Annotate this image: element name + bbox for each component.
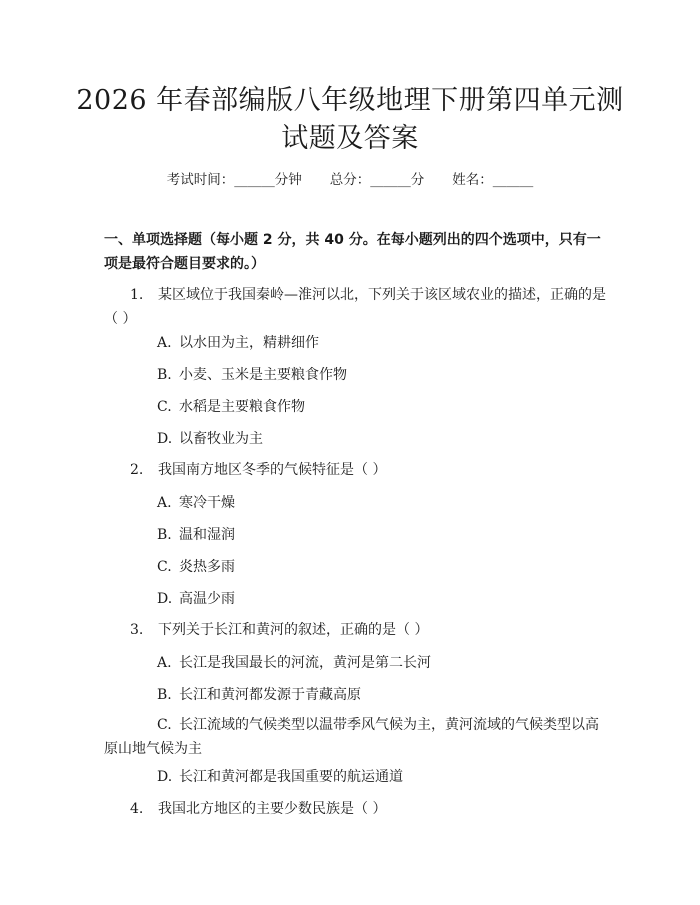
question-1-stem	[130, 283, 606, 307]
question-2-option-c[interactable]: C. 炎热多雨	[157, 559, 235, 575]
question-text: 某区域位于我国秦岭—淮河以北，下列关于该区域农业的描述，正确的是	[158, 287, 606, 303]
question-1-option-a[interactable]: A. 以水田为主，精耕细作	[157, 335, 319, 351]
question-number: 2.	[130, 462, 144, 478]
question-3-stem	[130, 618, 428, 642]
question-3-option-a[interactable]: A. 长江是我国最长的河流，黄河是第二长河	[157, 655, 431, 671]
question-2-stem	[130, 458, 386, 482]
question-3-option-b[interactable]: B. 长江和黄河都发源于青藏高原	[157, 687, 361, 703]
section-heading: 一、单项选择题（每小题 2 分，共 40 分。在每小题列出的四个选项中，只有一项是最符合题目要求的。）	[104, 232, 601, 272]
question-3-option-c-cont: 原山地气候为主	[104, 741, 202, 757]
exam-title-line2: 试题及答案	[281, 123, 419, 154]
exam-time-field: 考试时间：______分钟	[166, 172, 302, 188]
question-text: 我国北方地区的主要少数民族是（ ）	[158, 801, 387, 817]
exam-meta	[0, 168, 700, 188]
question-text: 下列关于长江和黄河的叙述，正确的是（ ）	[158, 622, 429, 638]
question-2-option-a[interactable]: A. 寒冷干燥	[157, 495, 235, 511]
question-1-option-c[interactable]: C. 水稻是主要粮食作物	[157, 399, 305, 415]
question-number: 3.	[130, 622, 144, 638]
question-3-option-c[interactable]: C. 长江流域的气候类型以温带季风气候为主，黄河流域的气候类型以高	[157, 717, 599, 733]
question-2-option-b[interactable]: B. 温和湿润	[157, 527, 235, 543]
question-3-option-d[interactable]: D. 长江和黄河都是我国重要的航运通道	[157, 769, 403, 785]
question-2-option-d[interactable]: D. 高温少雨	[157, 591, 235, 607]
question-4-stem	[130, 797, 386, 821]
question-number: 4.	[130, 801, 144, 817]
question-1-option-b[interactable]: B. 小麦、玉米是主要粮食作物	[157, 367, 347, 383]
question-text: 我国南方地区冬季的气候特征是（ ）	[158, 462, 387, 478]
exam-title-line1: 2026 年春部编版八年级地理下册第四单元测	[76, 85, 624, 116]
question-number: 1.	[130, 287, 144, 303]
question-1-stem-cont: （ ）	[104, 311, 137, 327]
total-score-field: 总分：______分	[329, 172, 425, 188]
student-name-field: 姓名：______	[452, 172, 534, 188]
question-1-option-d[interactable]: D. 以畜牧业为主	[157, 431, 263, 447]
